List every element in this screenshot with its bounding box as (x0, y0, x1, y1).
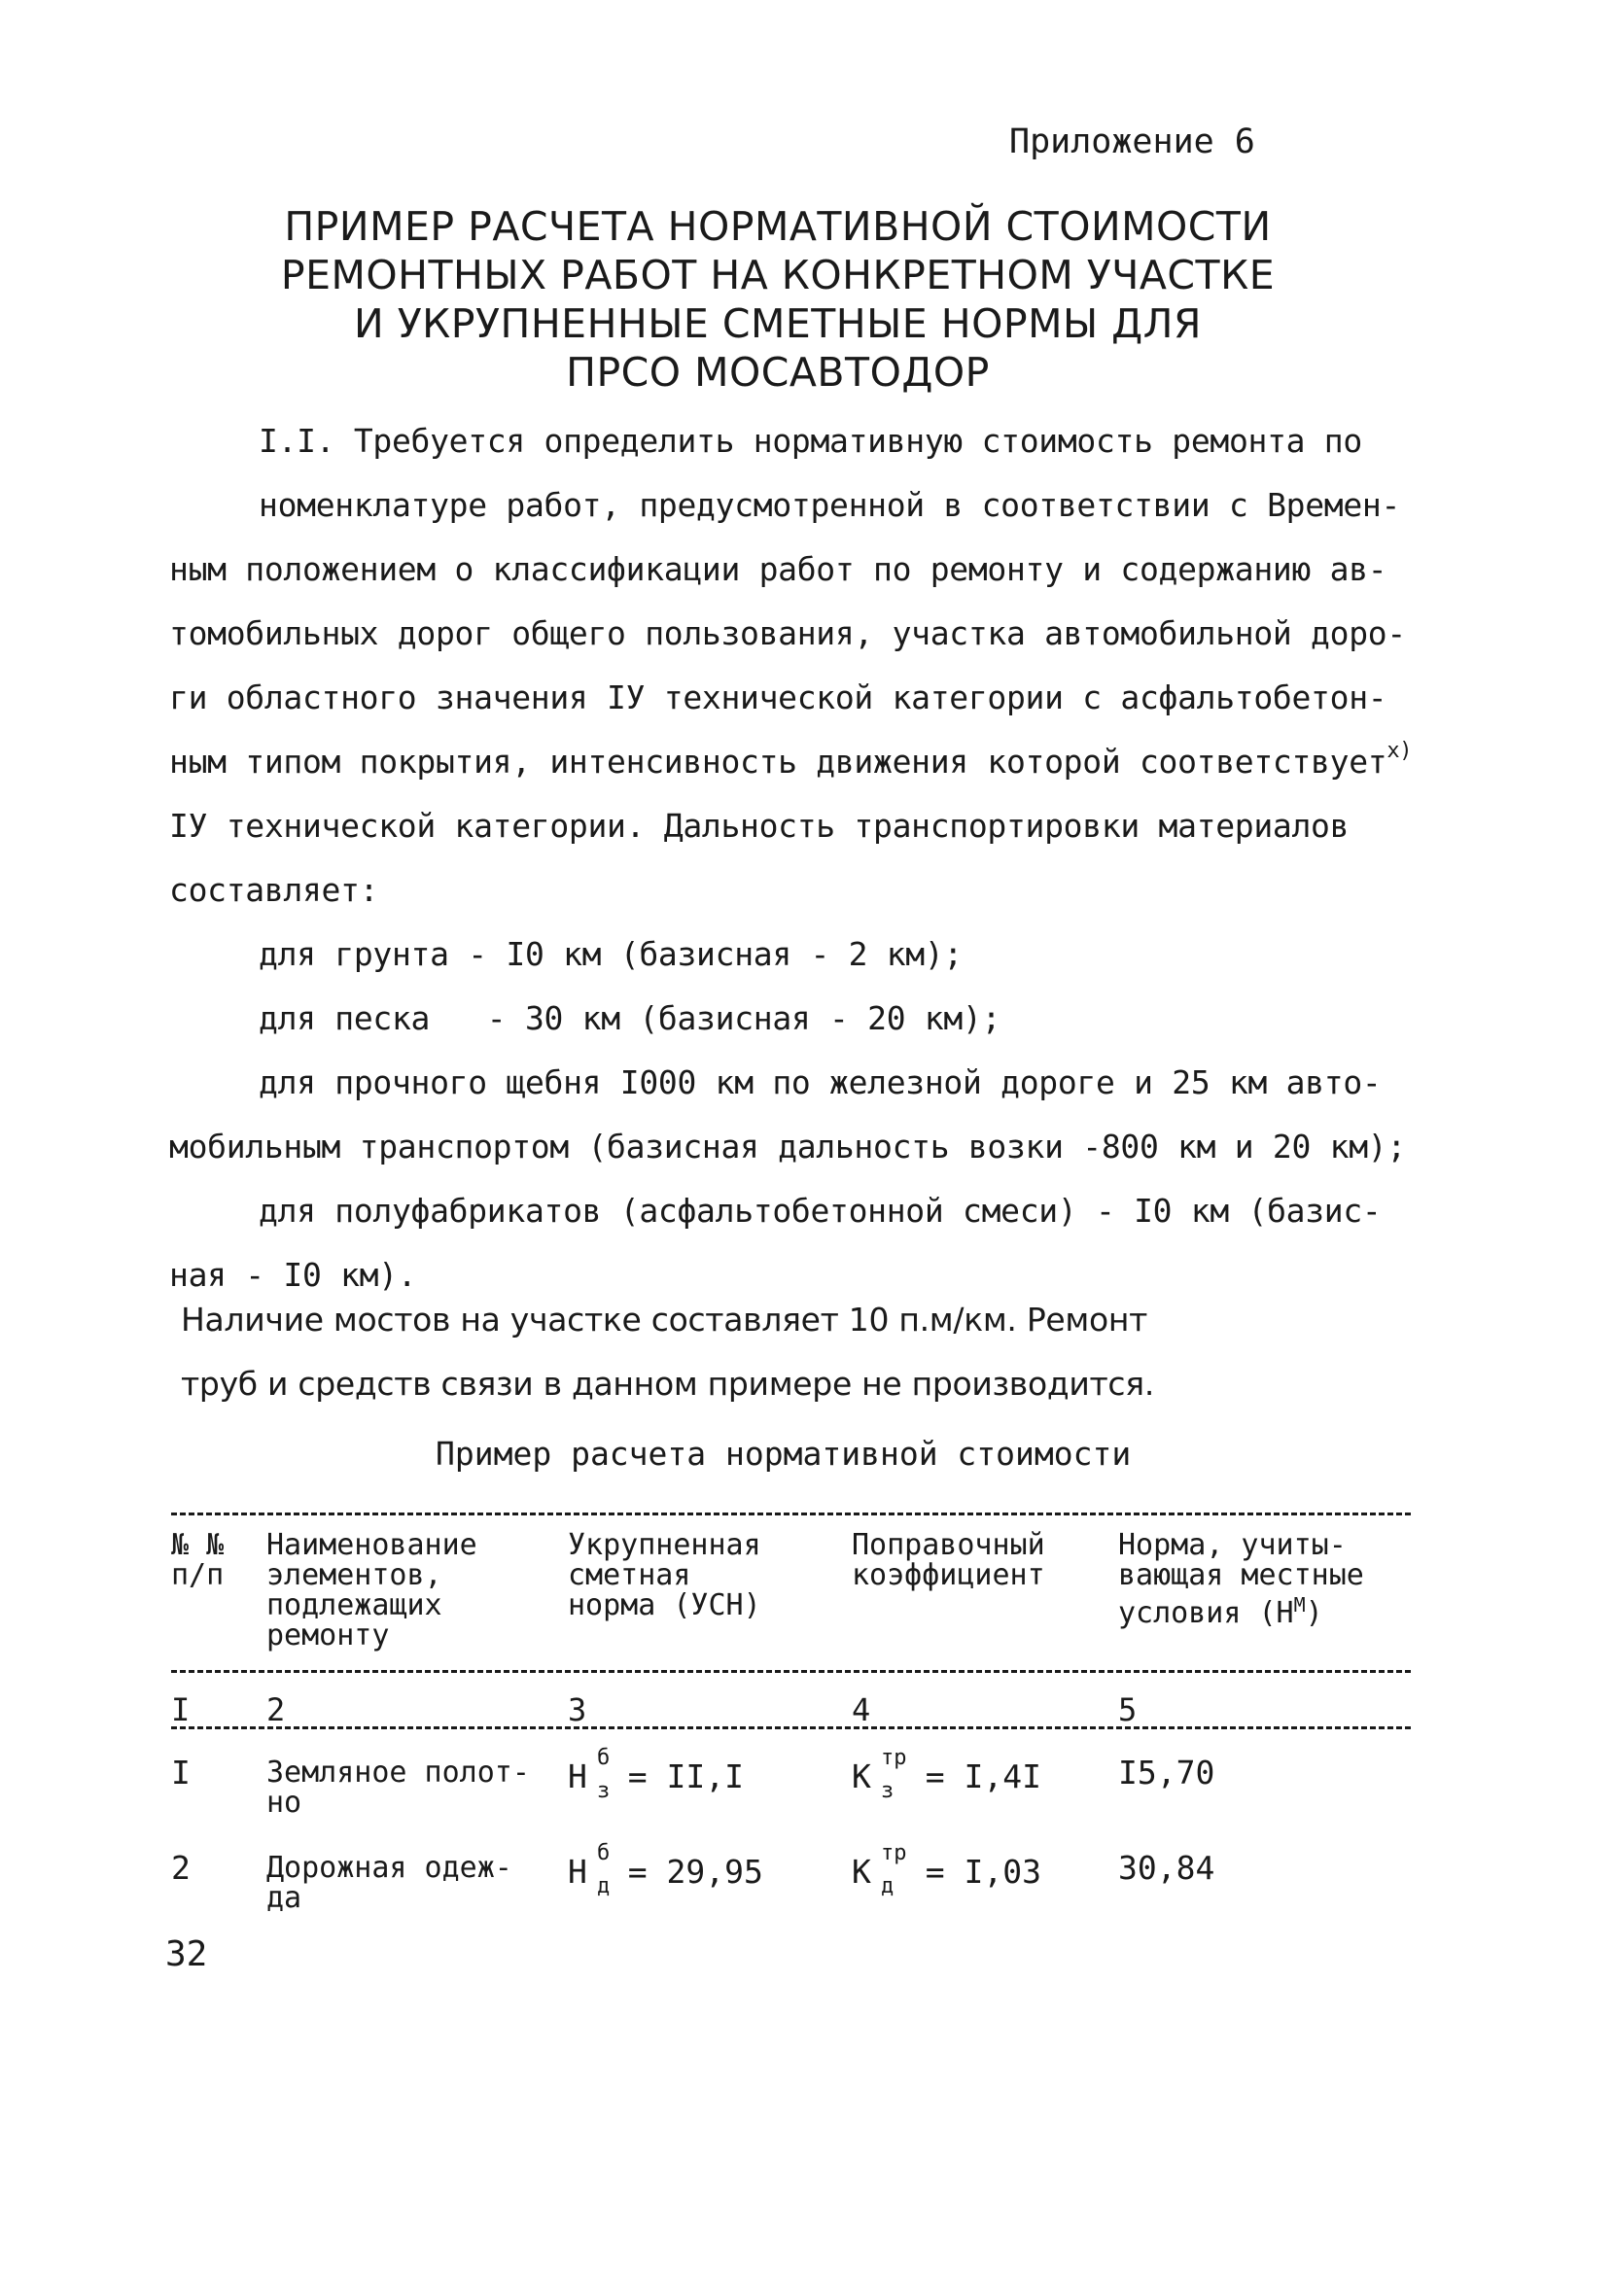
header-usn: Укрупненная сметная норма (УСН) (568, 1528, 761, 1622)
body-line: для прочного щебня I000 км по железной дороге и 25 км авто- (259, 1063, 1382, 1101)
column-number: 3 (568, 1691, 587, 1728)
body-line: ная - I0 км). (169, 1256, 417, 1294)
header-coefficient: Поправочный коэффициент (852, 1528, 1045, 1592)
body-line: томобильных дорог общего пользования, участка автомобильной доро- (169, 614, 1406, 652)
column-number: I (171, 1691, 191, 1728)
row-number: I (171, 1754, 191, 1792)
body-line: ги областного значения IУ технической категории с асфальтобетон- (169, 678, 1387, 716)
row-coefficient: К тр з = I,4I (852, 1746, 1041, 1803)
table-rule (171, 1670, 1411, 1673)
title-line: ПРСО МОСАВТОДОР (566, 349, 990, 396)
appendix-label: Приложение 6 (1009, 122, 1255, 161)
column-number: 5 (1118, 1691, 1138, 1728)
table-rule (171, 1726, 1411, 1729)
table-caption: Пример расчета нормативной стоимости (436, 1435, 1132, 1473)
row-element-name: Дорожная одеж- да (266, 1851, 512, 1915)
title-line: РЕМОНТНЫХ РАБОТ НА КОНКРЕТНОМ УЧАСТКЕ (280, 252, 1276, 298)
row-coefficient: К тр д = I,03 (852, 1841, 1041, 1898)
title-line: ПРИМЕР РАСЧЕТА НОРМАТИВНОЙ СТОИМОСТИ (284, 203, 1272, 250)
page-number: 32 (165, 1934, 208, 1974)
body-line: мобильным транспортом (базисная дальность возки -800 км и 20 км); (169, 1128, 1406, 1165)
body-line: составляет: (169, 871, 379, 909)
column-number: 4 (852, 1691, 871, 1728)
body-line: IУ технической категории. Дальность транспортировки материалов (169, 807, 1350, 845)
body-line-with-footnote (169, 739, 1413, 781)
row-usn: Н б з = II,I (568, 1746, 744, 1803)
title-line: И УКРУПНЕННЫЕ СМЕТНЫЕ НОРМЫ ДЛЯ (354, 300, 1202, 347)
body-line: I.I. Требуется определить нормативную стоимость ремонта по (259, 422, 1362, 460)
header-local-norm: Норма, учиты- вающая местные условия $(Н^М)$ (1118, 1528, 1364, 1630)
body-line: для песка - 30 км (базисная - 20 км); (259, 999, 1001, 1037)
table-rule (171, 1513, 1411, 1515)
row-local-norm: 30,84 (1118, 1849, 1215, 1887)
row-local-norm: I5,70 (1118, 1754, 1215, 1792)
row-element-name: Земляное полот- но (266, 1756, 530, 1820)
body-line: номенклатуре работ, предусмотренной в соответствии с Времен- (259, 486, 1401, 524)
document-title (263, 202, 1293, 397)
body-line: Наличие мостов на участке составляет 10 п.м/км. Ремонт (181, 1301, 1148, 1339)
body-line: ным типом покрытия, интенсивность движения которой соответствует (169, 743, 1387, 781)
header-name: Наименование элементов, подлежащих ремонту (266, 1528, 477, 1652)
body-line: ным положением о классификации работ по ремонту и содержанию ав- (169, 550, 1387, 588)
header-num: № № п/п (171, 1528, 225, 1592)
column-number: 2 (266, 1691, 286, 1728)
body-line: для грунта - I0 км (базисная - 2 км); (259, 935, 964, 973)
footnote-mark: x) (1386, 739, 1413, 763)
row-number: 2 (171, 1849, 191, 1887)
body-line: для полуфабрикатов (асфальтобетонной смеси) - I0 км (базис- (259, 1192, 1382, 1230)
body-line: труб и средств связи в данном примере не производится. (181, 1365, 1155, 1403)
row-usn: Н б д = 29,95 (568, 1841, 763, 1898)
